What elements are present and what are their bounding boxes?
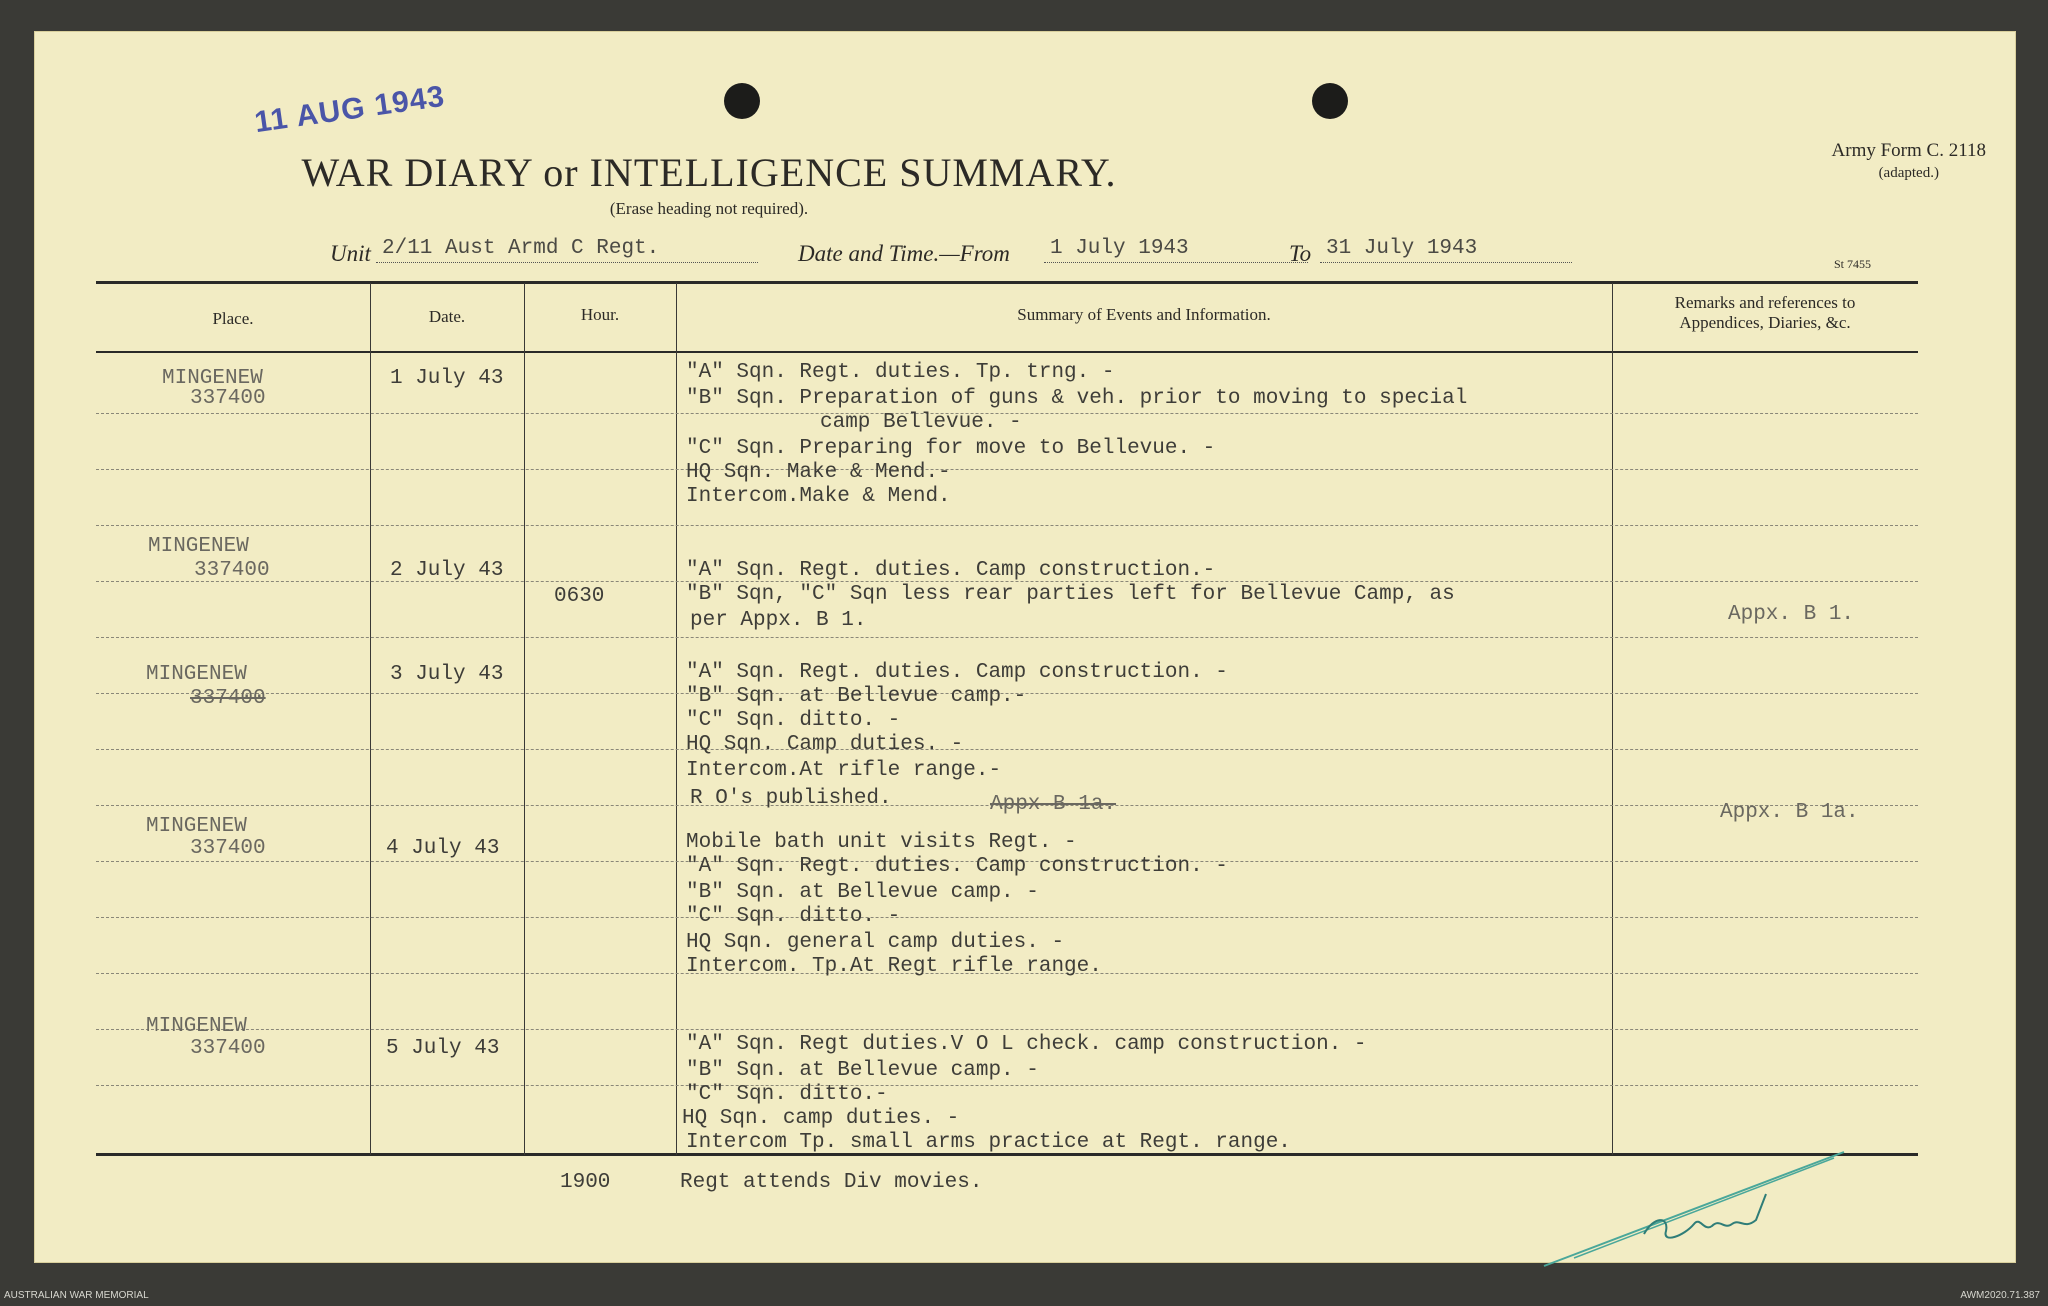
summary-line: "C" Sqn. ditto. - xyxy=(686,709,901,732)
date-to-label: To xyxy=(1289,241,1312,266)
date-time-label: Date and Time.—From xyxy=(798,241,1010,266)
column-header-summary: Summary of Events and Information. xyxy=(1017,305,1271,324)
place-grid-ref: 337400 xyxy=(190,687,266,710)
unit-value: 2/11 Aust Armd C Regt. xyxy=(376,237,758,263)
date-from-value: 1 July 1943 xyxy=(1044,237,1308,263)
unit-label: Unit xyxy=(330,241,371,266)
summary-appendix-ref: Appx B 1a. xyxy=(990,793,1117,816)
remarks-appendix-ref: Appx. B 1. xyxy=(1728,603,1855,626)
page-subtitle: (Erase heading not required). xyxy=(609,199,809,218)
summary-line: "B" Sqn. at Bellevue camp. - xyxy=(686,1059,1039,1082)
summary-line: "B" Sqn. at Bellevue camp. - xyxy=(686,881,1039,904)
remarks-appendix-ref: Appx. B 1a. xyxy=(1720,801,1859,824)
remarks-header-line: Remarks and references to xyxy=(1674,293,1856,312)
punch-hole xyxy=(1312,83,1348,119)
summary-line: camp Bellevue. - xyxy=(820,411,1022,434)
summary-line: Intercom.At rifle range.- xyxy=(686,759,1002,782)
row-rule xyxy=(96,917,1918,918)
column-header-remarks xyxy=(1612,293,1918,333)
summary-line: HQ Sqn. Camp duties. - xyxy=(686,733,964,756)
place-name: MINGENEW xyxy=(146,663,247,686)
summary-line: per Appx. B 1. xyxy=(690,609,867,632)
summary-line: HQ Sqn. general camp duties. - xyxy=(686,931,1065,954)
page-title: WAR DIARY or INTELLIGENCE SUMMARY. xyxy=(301,150,1117,195)
place-grid-ref: 337400 xyxy=(190,387,266,410)
summary-line: "C" Sqn. ditto.- xyxy=(686,1083,888,1106)
punch-hole xyxy=(724,83,760,119)
army-form-number: Army Form C. 2118 xyxy=(1831,140,1986,161)
entry-hour: 1900 xyxy=(560,1171,611,1194)
summary-line: "A" Sqn. Regt. duties. Camp construction. - xyxy=(686,855,1228,878)
signature-mark xyxy=(1534,1146,1864,1276)
place-name: MINGENEW xyxy=(146,1015,247,1038)
archive-credit: AUSTRALIAN WAR MEMORIAL xyxy=(4,1290,149,1301)
row-rule xyxy=(96,637,1918,638)
summary-line: "B" Sqn. at Bellevue camp.- xyxy=(686,685,1027,708)
summary-line: "C" Sqn. Preparing for move to Bellevue. - xyxy=(686,437,1216,460)
army-form-adapted: (adapted.) xyxy=(1878,165,1939,181)
row-rule xyxy=(96,469,1918,470)
summary-line: Intercom Tp. small arms practice at Regt. range. xyxy=(686,1131,1291,1154)
summary-line: "A" Sqn. Regt duties.V O L check. camp construction. - xyxy=(686,1033,1367,1056)
place-name: MINGENEW xyxy=(148,535,249,558)
place-name: MINGENEW xyxy=(162,367,263,390)
entry-date: 2 July 43 xyxy=(390,559,504,582)
print-code: St 7455 xyxy=(1834,257,1872,271)
row-rule xyxy=(96,1029,1918,1030)
date-stamp: 11 AUG 1943 xyxy=(252,79,447,140)
remarks-header-line: Appendices, Diaries, &c. xyxy=(1679,313,1851,332)
summary-line: Intercom.Make & Mend. xyxy=(686,485,951,508)
army-form-label xyxy=(1832,139,1986,185)
place-grid-ref: 337400 xyxy=(190,1037,266,1060)
entry-date: 5 July 43 xyxy=(386,1037,500,1060)
entry-hour: 0630 xyxy=(554,585,605,608)
entry-date: 3 July 43 xyxy=(390,663,504,686)
summary-line: R O's published. xyxy=(690,787,892,810)
place-grid-ref: 337400 xyxy=(190,837,266,860)
summary-line: Intercom. Tp.At Regt rifle range. xyxy=(686,955,1102,978)
summary-line: "B" Sqn. Preparation of guns & veh. prior to moving to special xyxy=(686,387,1468,410)
column-header-place: Place. xyxy=(212,309,254,328)
summary-line: "A" Sqn. Regt. duties. Camp construction. - xyxy=(686,661,1228,684)
entry-date: 4 July 43 xyxy=(386,837,500,860)
date-to-value: 31 July 1943 xyxy=(1320,237,1572,263)
summary-line: HQ Sqn. Make & Mend.- xyxy=(686,461,951,484)
row-rule xyxy=(96,1085,1918,1086)
column-header-hour: Hour. xyxy=(580,305,620,324)
column-header-date: Date. xyxy=(428,307,466,326)
summary-line: "B" Sqn, "C" Sqn less rear parties left for Bellevue Camp, as xyxy=(686,583,1455,606)
summary-line: Mobile bath unit visits Regt. - xyxy=(686,831,1077,854)
place-grid-ref: 337400 xyxy=(194,559,270,582)
summary-line: Regt attends Div movies. xyxy=(680,1171,983,1194)
archive-accession-number: AWM2020.71.387 xyxy=(1960,1290,2040,1301)
summary-line: "A" Sqn. Regt. duties. Tp. trng. - xyxy=(686,361,1115,384)
summary-line: "A" Sqn. Regt. duties. Camp construction.- xyxy=(686,559,1216,582)
row-rule xyxy=(96,525,1918,526)
summary-line: HQ Sqn. camp duties. - xyxy=(682,1107,960,1130)
place-name: MINGENEW xyxy=(146,815,247,838)
diary-page xyxy=(34,31,2016,1263)
row-rule xyxy=(96,749,1918,750)
summary-line: "C" Sqn. ditto. - xyxy=(686,905,901,928)
entry-date: 1 July 43 xyxy=(390,367,504,390)
